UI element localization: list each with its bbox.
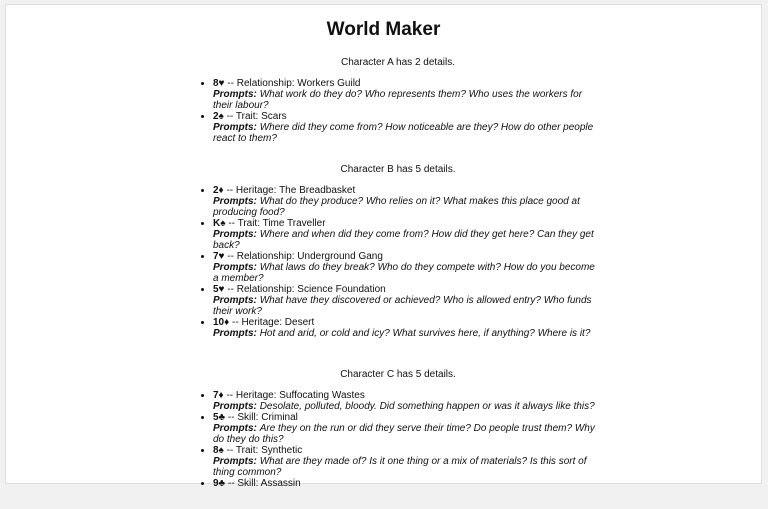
detail-item [213, 445, 598, 478]
page [5, 4, 762, 489]
prompts-text: Where and when did they come from? How did they get here? Can they get back? [213, 229, 594, 251]
prompts-text: Where did they come from? How noticeable are they? How do other people react to them? [213, 122, 594, 144]
detail-item [213, 284, 598, 317]
prompts-label: Prompts: [213, 423, 257, 434]
card-label: 5♥ [213, 284, 225, 295]
detail-text: -- Relationship: Workers Guild [224, 78, 361, 89]
prompts-text: What have they discovered or achieved? Who is allowed entry? Who funds their work? [213, 295, 592, 317]
detail-text: -- Skill: Assassin [225, 478, 301, 489]
detail-text: -- Relationship: Underground Gang [224, 251, 383, 262]
character-section [198, 57, 598, 144]
prompts-text: Desolate, polluted, bloody. Did something happen or was it always like this? [259, 401, 595, 412]
detail-item [213, 390, 598, 412]
card-label: 7♥ [213, 251, 225, 262]
prompts-label: Prompts: [213, 456, 257, 467]
card-label: K♠ [213, 218, 226, 229]
card-label: 7♦ [213, 390, 224, 401]
prompts-text: What laws do they break? Who do they compete with? How do you become a member? [213, 262, 595, 284]
prompts-label: Prompts: [213, 401, 257, 412]
prompts-label: Prompts: [213, 262, 257, 273]
prompts-label: Prompts: [213, 328, 257, 339]
prompts-text: What are they made of? Is it one thing or a mix of materials? Is this sort of thing common? [213, 456, 587, 478]
prompts-text: What do they produce? Who relies on it? What makes this place good at producing food? [213, 196, 580, 218]
card-label: 2♦ [213, 185, 224, 196]
prompts-label: Prompts: [213, 295, 257, 306]
page-title: World Maker [326, 19, 441, 40]
prompts-label: Prompts: [213, 196, 257, 207]
detail-text: -- Heritage: The Breadbasket [223, 185, 356, 196]
card-label: 9♣ [213, 478, 226, 489]
detail-item [213, 317, 598, 339]
character-section [198, 369, 598, 489]
detail-item [213, 185, 598, 218]
detail-item [213, 412, 598, 445]
card-label: 8♥ [213, 78, 225, 89]
detail-list [198, 390, 598, 489]
card-label: 8♠ [213, 445, 224, 456]
detail-text: -- Trait: Scars [223, 111, 287, 122]
prompts-label: Prompts: [213, 89, 257, 100]
card-label: 2♠ [213, 111, 224, 122]
prompts-label: Prompts: [213, 122, 257, 133]
detail-list [198, 185, 598, 339]
detail-text: -- Skill: Criminal [225, 412, 298, 423]
characters-list [198, 57, 598, 509]
detail-text: -- Trait: Time Traveller [225, 218, 326, 229]
prompts-text: Are they on the run or did they serve their time? Do people trust them? Why do they do this? [213, 423, 595, 445]
detail-text: -- Relationship: Science Foundation [224, 284, 386, 295]
prompts-text: Hot and arid, or cold and icy? What survives here, if anything? Where is it? [259, 328, 591, 339]
detail-text: -- Heritage: Desert [229, 317, 315, 328]
detail-item [213, 251, 598, 284]
detail-item [213, 111, 598, 144]
detail-item [213, 218, 598, 251]
character-summary: Character B has 5 details. [340, 164, 456, 175]
card-label: 5♣ [213, 412, 226, 423]
card-label: 10♦ [213, 317, 230, 328]
detail-text: -- Heritage: Suffocating Wastes [223, 390, 365, 401]
character-summary: Character C has 5 details. [340, 369, 456, 380]
character-summary: Character A has 2 details. [341, 57, 455, 68]
prompts-text: What work do they do? Who represents them? Who uses the workers for their labour? [213, 89, 583, 111]
detail-list [198, 78, 598, 144]
detail-item [213, 78, 598, 111]
character-section [198, 164, 598, 339]
detail-text: -- Trait: Synthetic [223, 445, 303, 456]
prompts-label: Prompts: [213, 229, 257, 240]
